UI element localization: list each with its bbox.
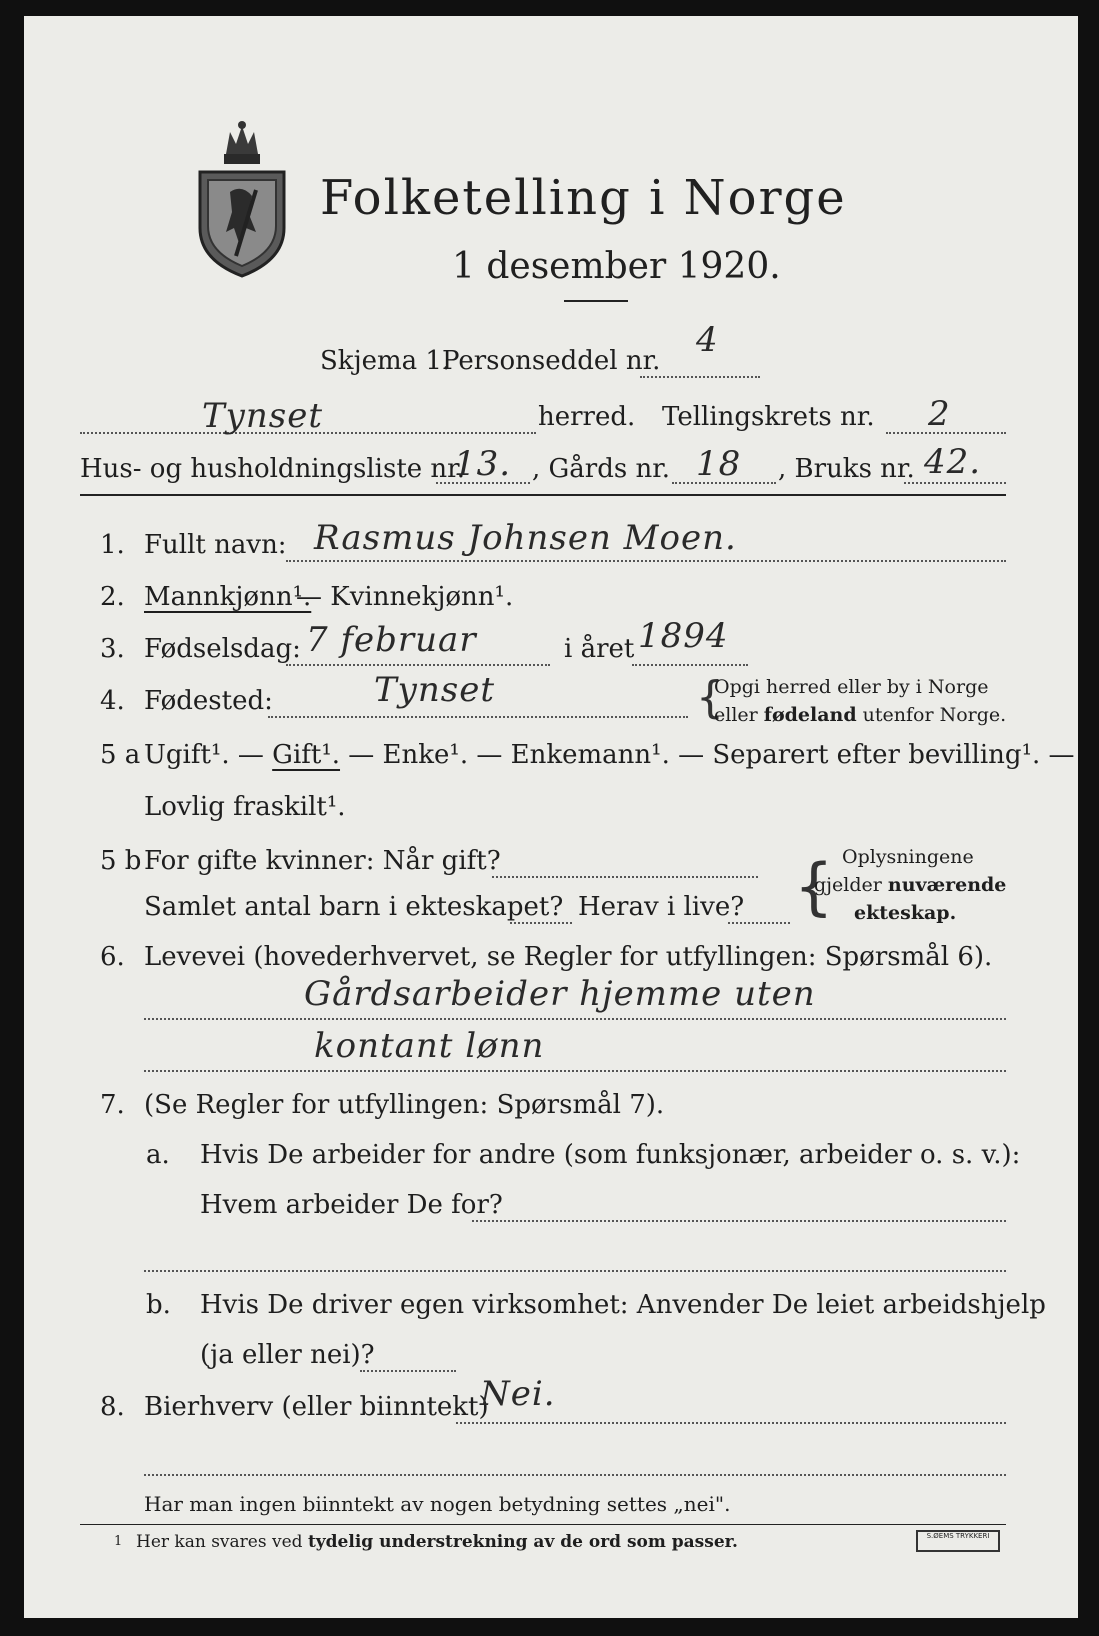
q4-label: Fødested:: [144, 686, 273, 716]
q3-year-label: i året: [564, 634, 635, 664]
q5b-alive: Herav i live?: [578, 892, 745, 922]
personseddel-value: 4: [696, 320, 719, 360]
q5b-note-line1: Oplysningene: [842, 846, 974, 868]
side-income-value: Nei.: [480, 1374, 556, 1414]
occupation-value-line1: Gårdsarbeider hjemme uten: [304, 974, 816, 1014]
bruks-label: , Bruks nr.: [778, 454, 915, 484]
q7b-text: Hvis De driver egen virksomhet: Anvender De leiet arbeidshjelp: [200, 1290, 1046, 1320]
birth-year-value: 1894: [638, 616, 729, 656]
printer-stamp: S.ØEMS TRYKKERI: [916, 1530, 1000, 1552]
coat-of-arms-icon: [196, 120, 288, 278]
q3-label: Fødselsdag:: [144, 634, 301, 664]
bruks-value: 42.: [924, 442, 982, 482]
schema-label: Skjema 1.: [320, 346, 451, 376]
q7a-text: Hvis De arbeider for andre (som funksjonær, arbeider o. s. v.):: [200, 1140, 1021, 1170]
gards-value: 18: [696, 444, 742, 484]
q5b-note-line2: gjelder nuværende: [814, 874, 1007, 896]
note-text: Har man ingen biinntekt av nogen betydning settes „nei".: [144, 1492, 731, 1516]
header-rule: [80, 494, 1006, 496]
q6-label: Levevei (hovederhvervet, se Regler for utfyllingen: Spørsmål 6).: [144, 942, 993, 972]
census-date: 1 desember 1920.: [452, 246, 781, 287]
occupation-value-line2: kontant lønn: [314, 1026, 545, 1066]
census-form: Folketelling i Norge 1 desember 1920. Skjema 1. Personseddel nr. 4 Tynset herred. Tellingskrets nr. 2 Hus- og husholdningsliste nr. 13. , Gårds nr. 18 , Bruks nr. 42. 1. Fullt navn: Rasmus Johnsen Moen. 2. Mannkjønn¹. — Kvinnekjønn¹. 3. Fødselsdag: 7 februar i året 1894 4. Fødested: Tynset { Opgi herred eller by i Norge eller fødeland utenfor Norge. 5 a Ugift¹. — Gift¹. — Enke¹. — Enkemann¹. — Separert efter bevilling¹. — Lovlig fraskilt¹. 5 b For gifte kvinner: Når gift? Samlet antal barn i ekteskapet? Herav i live? { Oplysningene gjelder nuværende ekteskap. 6. Levevei (hovederhvervet, se Regler for utfyllingen: Spørsmål 6). Gårdsarbeider hjemme uten kontant lønn 7. (Se Regler for utfyllingen: Spørsmål 7). a. Hvis De arbeider for andre (som funksjonær, arbeider o. s. v.): Hvem arbeider De for? b. Hvis De driver egen virksomhet: Anvender De leiet arbeidshjelp (ja eller nei)? 8. Bierhverv (eller biinntekt) Nei. Har man ingen biinntekt av nogen betydning settes „nei". 1 Her kan svares ved tydelig understrekning av de ord som passer. S.ØEMS TRYKKERI: [24, 16, 1078, 1618]
husliste-value: 13.: [454, 444, 512, 484]
q2-number: 2.: [100, 582, 125, 612]
q5a-number: 5 a: [100, 740, 141, 770]
tellingskrets-label: Tellingskrets nr.: [662, 402, 875, 432]
marital-status-options: Ugift¹. — Gift¹. — Enke¹. — Enkemann¹. — Separert efter bevilling¹. —: [144, 740, 1075, 770]
full-name-value: Rasmus Johnsen Moen.: [314, 518, 737, 558]
q5b-note-line3: ekteskap.: [854, 902, 957, 924]
q7b-number: b.: [146, 1290, 171, 1320]
gender-male-selected: Mannkjønn¹.: [144, 582, 312, 612]
footnote-text: Her kan svares ved tydelig understrekning av de ord som passer.: [136, 1532, 738, 1552]
q8-number: 8.: [100, 1392, 125, 1422]
q5b-number: 5 b: [100, 846, 142, 876]
q8-label: Bierhverv (eller biinntekt): [144, 1392, 489, 1422]
tellingskrets-value: 2: [928, 394, 951, 434]
title-divider: [564, 300, 628, 302]
birthplace-note-line1: Opgi herred eller by i Norge: [714, 676, 989, 698]
gards-label: , Gårds nr.: [532, 454, 671, 484]
q5b-children: Samlet antal barn i ekteskapet?: [144, 892, 564, 922]
marital-selected: Gift¹.: [272, 740, 341, 770]
q1-label: Fullt navn:: [144, 530, 287, 560]
marital-divorced: Lovlig fraskilt¹.: [144, 792, 346, 822]
q4-number: 4.: [100, 686, 125, 716]
q7b-question: (ja eller nei)?: [200, 1340, 375, 1370]
footnote-rule: [80, 1524, 1006, 1525]
form-title: Folketelling i Norge: [320, 170, 847, 226]
q3-number: 3.: [100, 634, 125, 664]
birth-date-value: 7 februar: [306, 620, 477, 660]
q7a-number: a.: [146, 1140, 170, 1170]
herred-label: herred.: [538, 402, 636, 432]
q5b-when-married: For gifte kvinner: Når gift?: [144, 846, 501, 876]
birthplace-value: Tynset: [374, 670, 496, 710]
q7-label: (Se Regler for utfyllingen: Spørsmål 7).: [144, 1090, 665, 1120]
q7a-question: Hvem arbeider De for?: [200, 1190, 503, 1220]
personseddel-label: Personseddel nr.: [442, 346, 661, 376]
footnote-mark: 1: [114, 1534, 123, 1549]
q1-number: 1.: [100, 530, 125, 560]
birthplace-note-line2: eller fødeland utenfor Norge.: [714, 704, 1007, 726]
q7-number: 7.: [100, 1090, 125, 1120]
q6-number: 6.: [100, 942, 125, 972]
herred-value: Tynset: [202, 396, 324, 436]
gender-female: — Kvinnekjønn¹.: [296, 582, 514, 612]
husliste-label: Hus- og husholdningsliste nr.: [80, 454, 466, 484]
